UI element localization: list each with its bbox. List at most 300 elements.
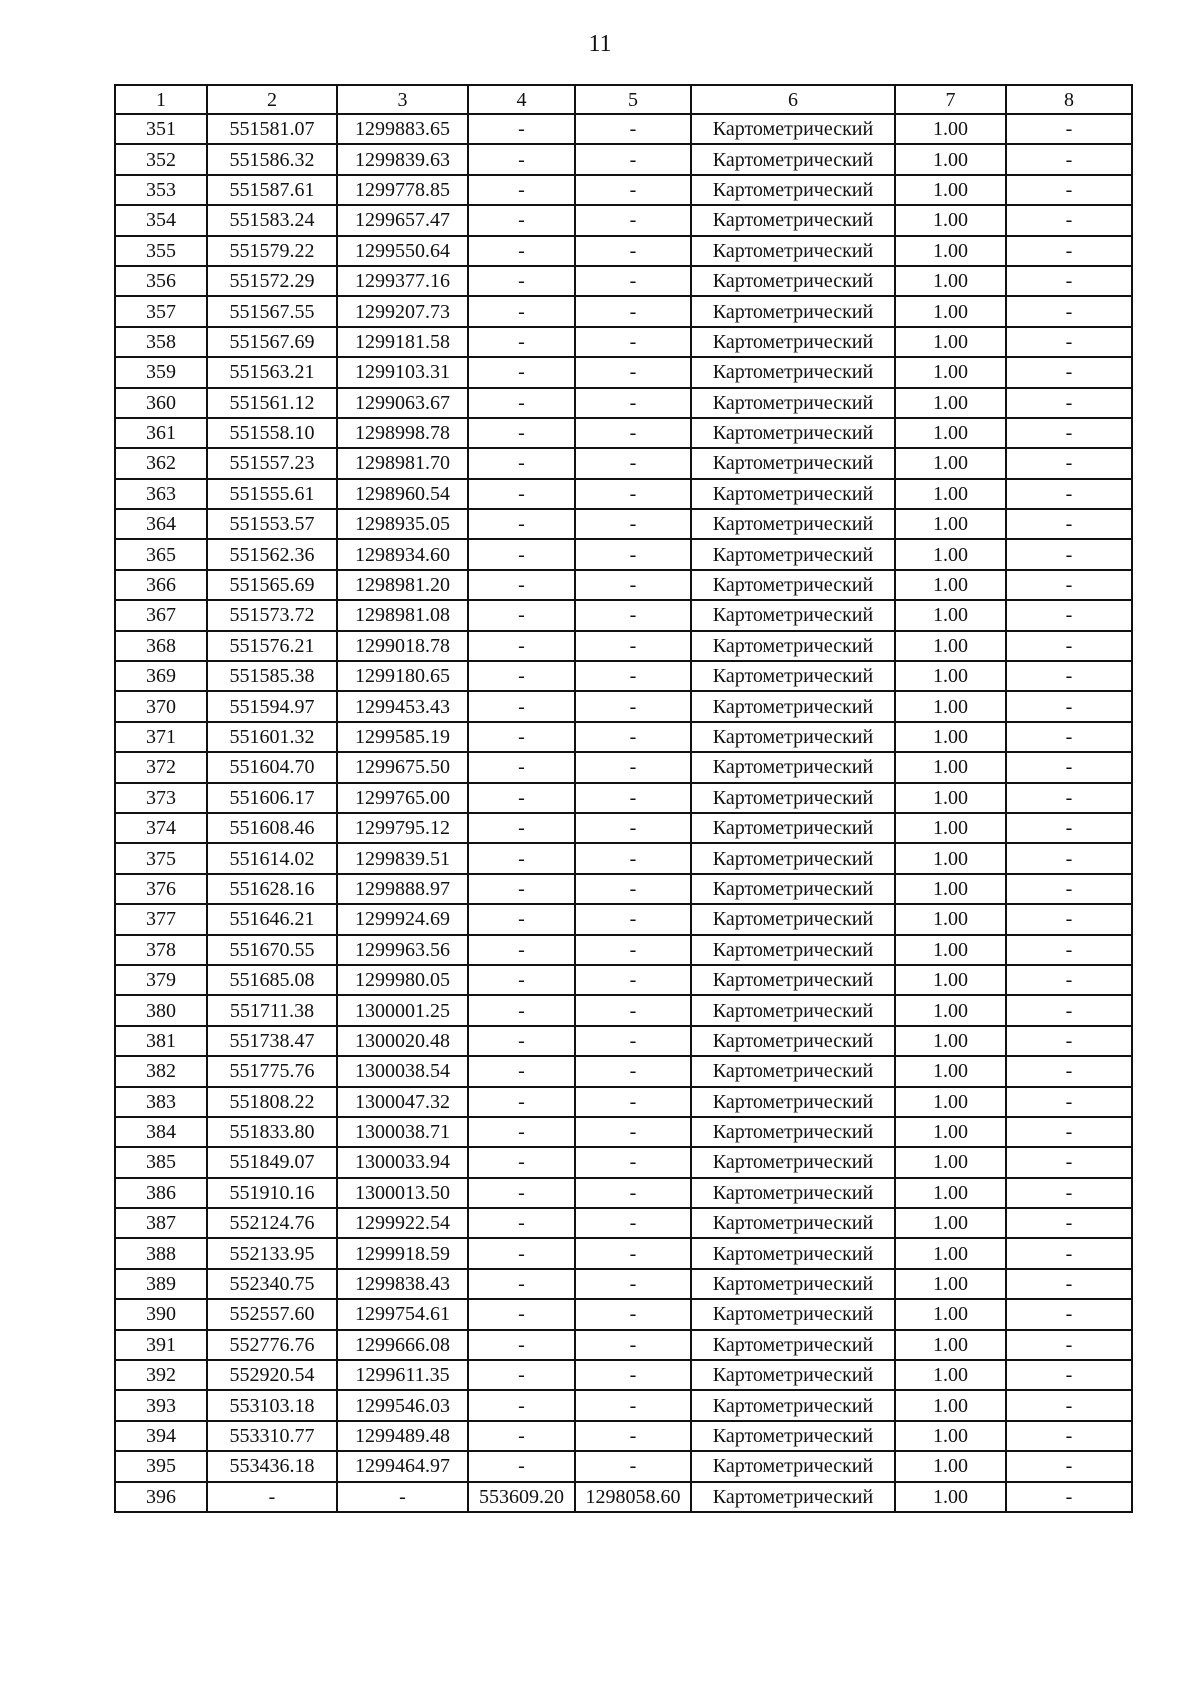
table-row: [115, 144, 1132, 174]
table-cell: 1.00: [895, 539, 1006, 569]
table-cell: -: [1006, 539, 1132, 569]
table-cell: -: [575, 1330, 691, 1360]
table-cell: 1299765.00: [337, 783, 468, 813]
table-row: [115, 1299, 1132, 1329]
table-cell: Картометрический: [691, 1208, 895, 1238]
table-cell: 351: [115, 114, 207, 144]
table-cell: 1.00: [895, 1056, 1006, 1086]
table-cell: 1.00: [895, 631, 1006, 661]
table-cell: 551586.32: [207, 144, 337, 174]
table-cell: 1.00: [895, 995, 1006, 1025]
table-cell: 1.00: [895, 205, 1006, 235]
table-cell: -: [468, 1330, 575, 1360]
table-cell: 1.00: [895, 448, 1006, 478]
table-cell: 1299489.48: [337, 1421, 468, 1451]
table-cell: 1.00: [895, 935, 1006, 965]
table-cell: -: [468, 843, 575, 873]
table-cell: -: [1006, 1299, 1132, 1329]
table-cell: -: [575, 388, 691, 418]
table-cell: -: [468, 1117, 575, 1147]
table-cell: 551604.70: [207, 752, 337, 782]
table-cell: 377: [115, 904, 207, 934]
column-header: 5: [575, 85, 691, 114]
table-cell: 1300033.94: [337, 1147, 468, 1177]
table-cell: -: [575, 570, 691, 600]
table-cell: -: [575, 509, 691, 539]
table-cell: 1299657.47: [337, 205, 468, 235]
table-cell: 352: [115, 144, 207, 174]
table-cell: Картометрический: [691, 1390, 895, 1420]
table-cell: Картометрический: [691, 965, 895, 995]
table-cell: -: [575, 1451, 691, 1481]
table-cell: 1299103.31: [337, 357, 468, 387]
table-cell: -: [1006, 1269, 1132, 1299]
table-cell: Картометрический: [691, 1147, 895, 1177]
table-cell: Картометрический: [691, 600, 895, 630]
table-cell: 1299611.35: [337, 1360, 468, 1390]
table-cell: 552133.95: [207, 1238, 337, 1268]
table-cell: 353: [115, 175, 207, 205]
table-cell: Картометрический: [691, 1178, 895, 1208]
table-cell: -: [575, 600, 691, 630]
table-cell: -: [468, 509, 575, 539]
table-cell: -: [1006, 1330, 1132, 1360]
table-row: [115, 1269, 1132, 1299]
table-cell: 357: [115, 296, 207, 326]
table-cell: Картометрический: [691, 722, 895, 752]
table-cell: 551562.36: [207, 539, 337, 569]
table-cell: -: [1006, 752, 1132, 782]
table-cell: 1.00: [895, 296, 1006, 326]
table-cell: 388: [115, 1238, 207, 1268]
table-cell: Картометрический: [691, 205, 895, 235]
table-cell: 387: [115, 1208, 207, 1238]
header-row: [115, 85, 1132, 114]
table-cell: 394: [115, 1421, 207, 1451]
table-cell: -: [1006, 1421, 1132, 1451]
table-row: [115, 114, 1132, 144]
table-cell: 385: [115, 1147, 207, 1177]
table-cell: 362: [115, 448, 207, 478]
table-cell: -: [1006, 388, 1132, 418]
table-cell: Картометрический: [691, 144, 895, 174]
table-cell: -: [468, 874, 575, 904]
table-cell: Картометрический: [691, 175, 895, 205]
table-cell: -: [575, 1421, 691, 1451]
table-cell: 1.00: [895, 1238, 1006, 1268]
table-cell: -: [468, 1178, 575, 1208]
table-cell: 551910.16: [207, 1178, 337, 1208]
table-row: [115, 965, 1132, 995]
table-row: [115, 1147, 1132, 1177]
table-cell: Картометрический: [691, 266, 895, 296]
table-cell: 363: [115, 479, 207, 509]
table-cell: -: [575, 783, 691, 813]
table-cell: 390: [115, 1299, 207, 1329]
table-cell: 1299585.19: [337, 722, 468, 752]
table-cell: -: [1006, 357, 1132, 387]
table-cell: Картометрический: [691, 539, 895, 569]
table-cell: -: [575, 1147, 691, 1177]
table-cell: Картометрический: [691, 752, 895, 782]
table-cell: 1.00: [895, 904, 1006, 934]
column-header: 4: [468, 85, 575, 114]
table-cell: -: [468, 1269, 575, 1299]
table-cell: -: [468, 175, 575, 205]
table-row: [115, 783, 1132, 813]
table-cell: 551555.61: [207, 479, 337, 509]
table-cell: 378: [115, 935, 207, 965]
table-cell: -: [1006, 965, 1132, 995]
table-row: [115, 266, 1132, 296]
table-cell: 354: [115, 205, 207, 235]
table-cell: -: [1006, 813, 1132, 843]
table-row: [115, 1238, 1132, 1268]
table-cell: -: [575, 935, 691, 965]
table-cell: Картометрический: [691, 1026, 895, 1056]
table-cell: -: [468, 357, 575, 387]
table-cell: 1299778.85: [337, 175, 468, 205]
table-row: [115, 935, 1132, 965]
table-cell: 1.00: [895, 327, 1006, 357]
table-cell: -: [468, 114, 575, 144]
table-cell: 551608.46: [207, 813, 337, 843]
table-cell: 551685.08: [207, 965, 337, 995]
table-cell: 372: [115, 752, 207, 782]
table-cell: -: [1006, 448, 1132, 478]
table-cell: Картометрический: [691, 570, 895, 600]
table-row: [115, 509, 1132, 539]
table-row: [115, 1421, 1132, 1451]
table-cell: 1299754.61: [337, 1299, 468, 1329]
table-cell: 366: [115, 570, 207, 600]
table-cell: Картометрический: [691, 236, 895, 266]
table-cell: -: [1006, 114, 1132, 144]
table-cell: -: [1006, 175, 1132, 205]
table-cell: 1299924.69: [337, 904, 468, 934]
table-cell: 551606.17: [207, 783, 337, 813]
table-cell: Картометрический: [691, 1299, 895, 1329]
table-cell: -: [1006, 722, 1132, 752]
table-row: [115, 175, 1132, 205]
table-cell: 551646.21: [207, 904, 337, 934]
table-cell: 1299666.08: [337, 1330, 468, 1360]
table-cell: -: [468, 327, 575, 357]
table-cell: -: [575, 631, 691, 661]
table-cell: -: [575, 1299, 691, 1329]
table-cell: 1.00: [895, 175, 1006, 205]
table-cell: -: [575, 1269, 691, 1299]
table-cell: 551833.80: [207, 1117, 337, 1147]
table-cell: 395: [115, 1451, 207, 1481]
table-cell: -: [468, 205, 575, 235]
table-cell: 1.00: [895, 843, 1006, 873]
table-cell: 379: [115, 965, 207, 995]
table-row: [115, 1117, 1132, 1147]
table-cell: Картометрический: [691, 691, 895, 721]
table-row: [115, 1026, 1132, 1056]
table-cell: -: [468, 965, 575, 995]
table-cell: 1299839.51: [337, 843, 468, 873]
table-row: [115, 1451, 1132, 1481]
table-cell: 551557.23: [207, 448, 337, 478]
table-cell: Картометрический: [691, 327, 895, 357]
column-header: 3: [337, 85, 468, 114]
table-cell: -: [575, 1087, 691, 1117]
table-cell: 375: [115, 843, 207, 873]
table-cell: -: [1006, 904, 1132, 934]
table-cell: 1299207.73: [337, 296, 468, 326]
table-cell: 1299180.65: [337, 661, 468, 691]
table-row: [115, 236, 1132, 266]
table-cell: 1.00: [895, 722, 1006, 752]
table-cell: Картометрический: [691, 296, 895, 326]
table-cell: 552124.76: [207, 1208, 337, 1238]
table-cell: -: [468, 783, 575, 813]
table-cell: 364: [115, 509, 207, 539]
table-cell: 1.00: [895, 479, 1006, 509]
table-cell: 1299963.56: [337, 935, 468, 965]
table-cell: Картометрический: [691, 843, 895, 873]
table-row: [115, 752, 1132, 782]
table-cell: 1298934.60: [337, 539, 468, 569]
table-cell: 1299550.64: [337, 236, 468, 266]
table-row: [115, 418, 1132, 448]
table-cell: -: [1006, 661, 1132, 691]
table-cell: -: [1006, 1360, 1132, 1390]
table-cell: -: [1006, 570, 1132, 600]
table-cell: 369: [115, 661, 207, 691]
table-cell: -: [1006, 144, 1132, 174]
table-cell: 1300001.25: [337, 995, 468, 1025]
table-cell: 1298981.20: [337, 570, 468, 600]
table-cell: Картометрический: [691, 1117, 895, 1147]
table-cell: 1.00: [895, 1421, 1006, 1451]
table-cell: 1300038.71: [337, 1117, 468, 1147]
table-cell: 1.00: [895, 1299, 1006, 1329]
table-cell: 1299063.67: [337, 388, 468, 418]
table-row: [115, 631, 1132, 661]
table-cell: 551567.69: [207, 327, 337, 357]
table-cell: 1299181.58: [337, 327, 468, 357]
table-cell: 1298960.54: [337, 479, 468, 509]
table-row: [115, 813, 1132, 843]
table-cell: -: [575, 1178, 691, 1208]
table-cell: Картометрический: [691, 874, 895, 904]
table-row: [115, 327, 1132, 357]
table-cell: -: [207, 1482, 337, 1512]
table-cell: 553609.20: [468, 1482, 575, 1512]
table-cell: 1.00: [895, 266, 1006, 296]
table-cell: 1298981.08: [337, 600, 468, 630]
table-cell: 1300020.48: [337, 1026, 468, 1056]
table-row: [115, 570, 1132, 600]
table-cell: 376: [115, 874, 207, 904]
table-cell: Картометрический: [691, 783, 895, 813]
table-cell: -: [575, 904, 691, 934]
table-cell: -: [575, 144, 691, 174]
table-cell: 1298935.05: [337, 509, 468, 539]
table-cell: 382: [115, 1056, 207, 1086]
table-cell: -: [575, 691, 691, 721]
table-row: [115, 1330, 1132, 1360]
table-cell: -: [575, 114, 691, 144]
table-cell: -: [468, 1147, 575, 1177]
table-cell: Картометрический: [691, 114, 895, 144]
table-cell: -: [1006, 418, 1132, 448]
column-header: 8: [1006, 85, 1132, 114]
table-row: [115, 1390, 1132, 1420]
table-cell: Картометрический: [691, 357, 895, 387]
table-cell: Картометрический: [691, 1056, 895, 1086]
table-cell: Картометрический: [691, 1330, 895, 1360]
table-cell: 1300013.50: [337, 1178, 468, 1208]
table-row: [115, 1178, 1132, 1208]
table-cell: 1.00: [895, 570, 1006, 600]
table-cell: 1.00: [895, 752, 1006, 782]
table-row: [115, 539, 1132, 569]
table-cell: 551614.02: [207, 843, 337, 873]
table-cell: -: [575, 266, 691, 296]
table-cell: 1299922.54: [337, 1208, 468, 1238]
table-cell: 1.00: [895, 783, 1006, 813]
table-cell: 1.00: [895, 1330, 1006, 1360]
table-cell: 365: [115, 539, 207, 569]
table-cell: 551601.32: [207, 722, 337, 752]
table-cell: 383: [115, 1087, 207, 1117]
table-cell: -: [1006, 1087, 1132, 1117]
table-cell: 1.00: [895, 691, 1006, 721]
table-cell: 551587.61: [207, 175, 337, 205]
table-cell: -: [1006, 600, 1132, 630]
table-cell: 1298981.70: [337, 448, 468, 478]
table-cell: -: [468, 1026, 575, 1056]
table-cell: 367: [115, 600, 207, 630]
table-cell: Картометрический: [691, 1482, 895, 1512]
table-cell: -: [468, 1360, 575, 1390]
table-cell: 381: [115, 1026, 207, 1056]
table-cell: 1299018.78: [337, 631, 468, 661]
table-row: [115, 479, 1132, 509]
table-cell: 553436.18: [207, 1451, 337, 1481]
table-cell: 551738.47: [207, 1026, 337, 1056]
table-row: [115, 843, 1132, 873]
table-cell: 1.00: [895, 236, 1006, 266]
table-cell: 1.00: [895, 1117, 1006, 1147]
table-cell: -: [575, 965, 691, 995]
table-row: [115, 874, 1132, 904]
table-cell: -: [468, 600, 575, 630]
table-cell: -: [1006, 874, 1132, 904]
table-cell: 1.00: [895, 388, 1006, 418]
table-cell: 1300047.32: [337, 1087, 468, 1117]
table-cell: -: [1006, 1026, 1132, 1056]
table-row: [115, 388, 1132, 418]
table-cell: -: [468, 296, 575, 326]
table-cell: 1299453.43: [337, 691, 468, 721]
table-cell: 551808.22: [207, 1087, 337, 1117]
table-cell: Картометрический: [691, 813, 895, 843]
table-cell: Картометрический: [691, 661, 895, 691]
table-cell: 1.00: [895, 1482, 1006, 1512]
table-cell: Картометрический: [691, 904, 895, 934]
table-cell: -: [468, 266, 575, 296]
table-cell: -: [575, 175, 691, 205]
table-cell: -: [575, 1238, 691, 1268]
table-cell: 392: [115, 1360, 207, 1390]
table-cell: 551573.72: [207, 600, 337, 630]
table-cell: 551583.24: [207, 205, 337, 235]
table-cell: Картометрический: [691, 1360, 895, 1390]
table-cell: -: [468, 904, 575, 934]
table-row: [115, 722, 1132, 752]
table-cell: 1.00: [895, 114, 1006, 144]
table-cell: 1.00: [895, 509, 1006, 539]
table-cell: -: [575, 236, 691, 266]
table-cell: -: [575, 995, 691, 1025]
table-cell: Картометрический: [691, 1269, 895, 1299]
table-cell: -: [468, 448, 575, 478]
table-cell: 396: [115, 1482, 207, 1512]
table-cell: 1299546.03: [337, 1390, 468, 1420]
table-cell: -: [468, 631, 575, 661]
table-cell: 384: [115, 1117, 207, 1147]
table-cell: 1299918.59: [337, 1238, 468, 1268]
table-cell: 551775.76: [207, 1056, 337, 1086]
table-cell: 1.00: [895, 1026, 1006, 1056]
table-cell: -: [468, 388, 575, 418]
coordinates-table: [114, 84, 1133, 1513]
table-cell: Картометрический: [691, 1421, 895, 1451]
table-cell: Картометрический: [691, 1238, 895, 1268]
table-cell: -: [1006, 631, 1132, 661]
table-cell: 1.00: [895, 1147, 1006, 1177]
table-cell: -: [1006, 995, 1132, 1025]
table-cell: 551572.29: [207, 266, 337, 296]
table-row: [115, 1056, 1132, 1086]
table-cell: -: [468, 479, 575, 509]
table-cell: Картометрический: [691, 448, 895, 478]
table-row: [115, 904, 1132, 934]
table-cell: 1300038.54: [337, 1056, 468, 1086]
table-cell: -: [575, 752, 691, 782]
table-cell: 391: [115, 1330, 207, 1360]
table-row: [115, 1360, 1132, 1390]
table-cell: 551576.21: [207, 631, 337, 661]
table-cell: -: [1006, 266, 1132, 296]
table-cell: 1.00: [895, 813, 1006, 843]
table-cell: 552776.76: [207, 1330, 337, 1360]
table-cell: -: [1006, 509, 1132, 539]
column-header: 1: [115, 85, 207, 114]
table-cell: 1.00: [895, 357, 1006, 387]
table-cell: -: [468, 1208, 575, 1238]
table-cell: -: [337, 1482, 468, 1512]
table-row: [115, 205, 1132, 235]
table-cell: 356: [115, 266, 207, 296]
table-cell: 1.00: [895, 874, 1006, 904]
table-cell: 1299377.16: [337, 266, 468, 296]
table-cell: 1.00: [895, 1087, 1006, 1117]
table-cell: 355: [115, 236, 207, 266]
table-cell: 551553.57: [207, 509, 337, 539]
table-cell: -: [1006, 691, 1132, 721]
table-cell: -: [1006, 236, 1132, 266]
table-cell: Картометрический: [691, 509, 895, 539]
table-cell: 358: [115, 327, 207, 357]
table-cell: Картометрический: [691, 631, 895, 661]
table-cell: -: [575, 1390, 691, 1420]
